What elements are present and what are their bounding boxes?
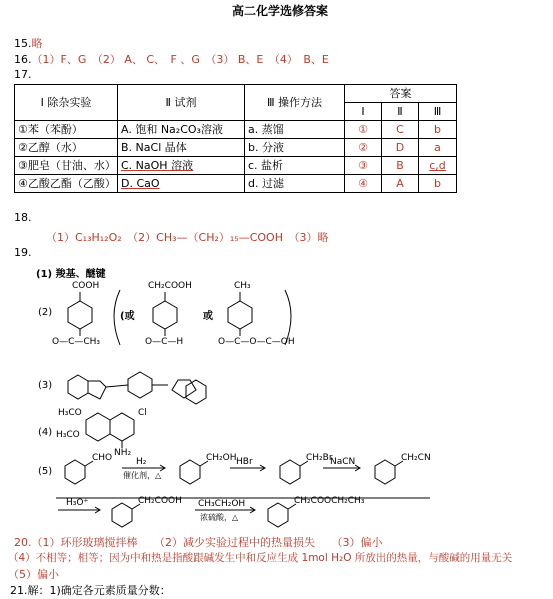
chem-label: O—C—CH₃ — [52, 337, 101, 347]
benzene-ring — [112, 503, 132, 527]
answer-cell: ② — [345, 139, 382, 157]
answer-cell: D — [382, 139, 419, 157]
chem-label: H₃CO — [56, 430, 80, 440]
q15-answer: 略 — [31, 37, 43, 50]
answer-cell: ① — [345, 121, 382, 139]
q21-line: 21.解：1)确定各元素质量分数： — [10, 584, 171, 597]
subheader-1: Ⅰ — [345, 103, 382, 121]
reagent-label: NaCN — [330, 457, 356, 467]
answer-cell: c,d — [419, 157, 457, 175]
q19-structures — [0, 262, 553, 532]
reagent-label: H₂ — [136, 457, 147, 467]
method-cell: b. 分液 — [245, 139, 345, 157]
method-cell: a. 蒸馏 — [245, 121, 345, 139]
benzene-ring — [153, 301, 177, 329]
answer-cell: b — [419, 121, 457, 139]
reagent-label: CH₃CH₂OH — [198, 499, 246, 509]
answer-cell: b — [419, 175, 457, 193]
chem-label: O—C—O—C—OH — [218, 337, 295, 347]
benzene-ring — [68, 375, 88, 399]
q20-line2: （4）不相等；相等；因为中和热是指酸跟碱发生中和反应生成 1mol H₂O 所放出的热量，与酸碱的用量无关 — [8, 552, 513, 564]
answer-cell: A — [382, 175, 419, 193]
benzene-ring — [228, 301, 252, 329]
reagent-cell: C. NaOH 溶液 — [118, 157, 245, 175]
table-row — [15, 121, 457, 139]
method-cell: c. 盐析 — [245, 157, 345, 175]
or-text: (或 — [120, 311, 135, 322]
chem-label: H₃CO — [58, 408, 82, 418]
exp-cell: ④乙酸乙酯（乙酸） — [15, 175, 118, 193]
chem-label: Cl — [138, 408, 147, 418]
q20-line1: 20.（1）环形玻璃搅拌棒 （2）减少实验过程中的热量损失 （3）偏小 — [14, 536, 383, 549]
q16-number: 16. — [14, 53, 32, 66]
q15-number: 15. — [14, 37, 32, 50]
q19-part4-label: (4) — [38, 427, 53, 438]
q17-table — [14, 84, 457, 193]
chem-label: CH₂CN — [401, 453, 431, 463]
exp-cell: ①苯（苯酚） — [15, 121, 118, 139]
chem-label: COOH — [72, 281, 100, 291]
exp-cell: ③肥皂（甘油、水） — [15, 157, 118, 175]
table-row — [15, 139, 457, 157]
benzene-ring — [280, 460, 300, 484]
piperazine-ring — [128, 372, 152, 398]
chem-label: CH₃ — [234, 281, 251, 291]
exp-cell: ②乙醇（水） — [15, 139, 118, 157]
reagent-label: H₃O⁺ — [66, 498, 89, 508]
benzene-ring — [186, 380, 206, 404]
q19-part5-label: (5) — [38, 466, 53, 477]
benzene-ring — [375, 460, 395, 484]
q19-part1: (1) 羧基、醚键 — [36, 269, 106, 280]
subheader-3: Ⅲ — [419, 103, 457, 121]
reagent-cell: D. CaO — [118, 175, 245, 193]
chem-label: CHO — [92, 453, 113, 463]
chem-label: O—C—H — [145, 337, 184, 347]
q17-number: 17. — [14, 68, 32, 81]
q18-answer: （1）C₁₃H₁₂O₂ （2）CH₃—（CH₂）₁₅—COOH （3）略 — [46, 231, 329, 244]
q18-number: 18. — [14, 211, 32, 224]
benzene-ring — [86, 413, 110, 441]
chem-label: NH₂ — [114, 448, 132, 458]
q16-answer: （1）F、G （2） A、 C、 F 、G （3） B、E （4） B、E — [31, 53, 329, 66]
q20-line3: （5）偏小 — [8, 568, 59, 581]
reagent-label: HBr — [236, 457, 253, 467]
chem-label: CH₂OH — [206, 453, 237, 463]
header-experiment: Ⅰ 除杂实验 — [15, 85, 118, 121]
benzene-ring — [65, 460, 85, 484]
table-row — [15, 175, 457, 193]
header-reagent: Ⅱ 试剂 — [118, 85, 245, 121]
benzene-ring — [68, 301, 92, 329]
condition-label: 催化剂，△ — [123, 471, 162, 480]
benzene-ring — [268, 503, 288, 527]
subheader-2: Ⅱ — [382, 103, 419, 121]
chem-label: CH₂COOH — [138, 496, 182, 506]
answer-cell: ④ — [345, 175, 382, 193]
header-method: Ⅲ 操作方法 — [245, 85, 345, 121]
answer-cell: a — [419, 139, 457, 157]
reagent-cell: A. 饱和 Na₂CO₃溶液 — [118, 121, 245, 139]
answer-cell: C — [382, 121, 419, 139]
chem-label: CH₂Br — [306, 453, 333, 463]
reagent-cell: B. NaCl 晶体 — [118, 139, 245, 157]
q19-number: 19. — [14, 246, 32, 259]
answer-cell: ③ — [345, 157, 382, 175]
q16-line — [14, 51, 329, 67]
q15-line — [14, 35, 43, 51]
answer-cell: B — [382, 157, 419, 175]
condition-label: 浓硫酸，△ — [200, 513, 239, 522]
page-title: 高二化学选修答案 — [232, 4, 329, 18]
header-answer: 答案 — [345, 85, 457, 103]
benzene-ring — [180, 460, 200, 484]
pyrimidine-ring — [110, 413, 134, 441]
table-row — [15, 157, 457, 175]
chem-label: CH₂COOCH₂CH₃ — [294, 496, 365, 506]
q19-part3-label: (3) — [38, 380, 53, 391]
or-text: 或 — [203, 311, 213, 322]
q19-part2-label: (2) — [38, 307, 53, 318]
chem-label: CH₂COOH — [148, 281, 192, 291]
method-cell: d. 过滤 — [245, 175, 345, 193]
